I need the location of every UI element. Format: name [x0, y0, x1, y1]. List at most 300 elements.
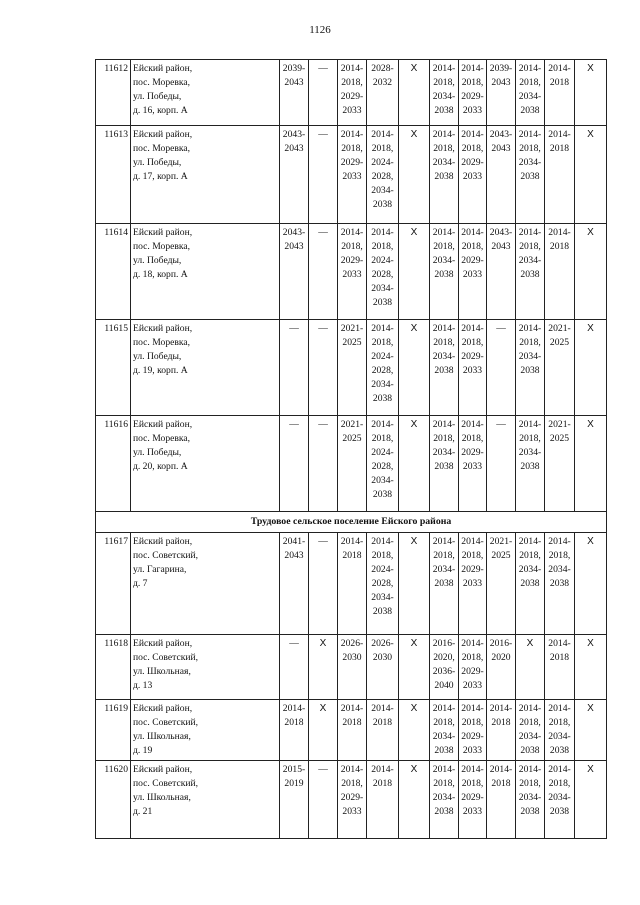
cell-line: 2025 [549, 337, 570, 348]
cell-line: 2034- [548, 731, 571, 742]
cell-line: 2034- [518, 255, 542, 266]
period-cell [516, 224, 545, 320]
cell-line: 2018, [461, 550, 484, 561]
period-cell [338, 635, 367, 700]
period-cell [516, 416, 545, 512]
cell-line: 2018, [371, 143, 394, 154]
table-row [96, 635, 607, 700]
period-cell [459, 60, 487, 126]
cell-line: 2020, [433, 652, 455, 663]
cell-line: 2014- [489, 703, 513, 714]
period-cell [516, 126, 545, 224]
period-cell [459, 533, 487, 635]
period-cell [487, 224, 516, 320]
period-cell [280, 533, 309, 635]
cell-line: 2014- [518, 323, 542, 334]
cell-line: д. 13 [133, 680, 153, 691]
cell-line: 2014- [371, 227, 394, 238]
cell-line: пос. Советский, [133, 652, 199, 663]
cell-line: 2014- [432, 419, 456, 430]
cell-line: 2034- [371, 592, 394, 603]
cell-line: д. 21 [133, 806, 153, 817]
address-cell [131, 60, 280, 126]
period-cell [487, 416, 516, 512]
address-cell [131, 635, 280, 700]
cell-line: 2018 [549, 143, 570, 154]
cell-line: 2033 [342, 806, 362, 817]
cell-line: 2038 [372, 199, 393, 210]
table-row [96, 60, 607, 126]
cell-line: 2029- [461, 792, 484, 803]
cell-line: 2018, [433, 241, 455, 252]
cell-line: 2014- [461, 129, 484, 140]
cell-line: 2018, [341, 241, 363, 252]
table-row [96, 224, 607, 320]
cell-line: 2021- [340, 419, 364, 430]
cell-line: — [289, 638, 299, 649]
period-cell [430, 416, 459, 512]
cell-line: 2014- [461, 227, 484, 238]
period-cell [575, 635, 607, 700]
cell-line: 2014- [548, 129, 571, 140]
cell-line: 2034- [548, 792, 571, 803]
cell-line: 2043 [284, 143, 304, 154]
cell-line: 2026- [371, 638, 394, 649]
cell-line: 2029- [461, 351, 484, 362]
table-row [96, 126, 607, 224]
cell-line: пос. Моревка, [133, 433, 191, 444]
cell-line: X [410, 419, 418, 430]
period-cell [309, 126, 338, 224]
cell-line: 2014- [461, 63, 484, 74]
cell-line: 2014- [461, 638, 484, 649]
cell-line: 2034- [371, 283, 394, 294]
cell-line: 2018, [461, 143, 484, 154]
record-number: 11618 [96, 635, 131, 700]
address-cell [131, 416, 280, 512]
cell-line: 2016- [489, 638, 513, 649]
cell-line: 2034- [432, 351, 456, 362]
cell-line: 2014- [489, 764, 513, 775]
cell-line: 2029- [461, 157, 484, 168]
cell-line: пос. Моревка, [133, 337, 191, 348]
cell-line: Ейский район, [133, 764, 193, 775]
cell-line: Ейский район, [133, 536, 193, 547]
cell-line: ул. Школьная, [133, 792, 191, 803]
period-cell [280, 60, 309, 126]
cell-line: X [410, 703, 418, 714]
cell-line: 2014- [461, 536, 484, 547]
cell-line: 2014- [340, 536, 364, 547]
cell-line: Ейский район, [133, 63, 193, 74]
cell-line: — [318, 323, 328, 334]
period-cell [430, 126, 459, 224]
cell-line: 2033 [462, 578, 483, 589]
cell-line: 2038 [434, 365, 454, 376]
cell-line: ул. Победы, [133, 447, 182, 458]
cell-line: Ейский район, [133, 419, 193, 430]
repair-schedule-table [95, 59, 607, 839]
cell-line: 2018, [461, 241, 484, 252]
cell-line: 2029- [461, 255, 484, 266]
cell-line: 2038 [434, 806, 454, 817]
cell-line: 2043- [489, 129, 513, 140]
record-number: 11614 [96, 224, 131, 320]
cell-line: 2018 [491, 717, 511, 728]
period-cell [459, 126, 487, 224]
cell-line: 2038 [372, 606, 393, 617]
cell-line: 2018, [461, 652, 484, 663]
cell-line: 2029- [461, 564, 484, 575]
cell-line: 2028, [371, 578, 394, 589]
cell-line: 2014- [340, 63, 364, 74]
cell-line: 2018, [433, 77, 455, 88]
cell-line: 2018, [519, 433, 541, 444]
cell-line: 2018, [433, 433, 455, 444]
cell-line: 2014- [461, 419, 484, 430]
cell-line: — [318, 536, 328, 547]
cell-line: 2040 [434, 680, 454, 691]
cell-line: 2014- [548, 638, 571, 649]
cell-line: 2018, [433, 778, 455, 789]
section-title: Трудовое сельское поселение Ейского района [96, 512, 607, 533]
cell-line: д. 16, корп. А [133, 105, 188, 116]
period-cell [459, 416, 487, 512]
cell-line: X [410, 638, 418, 649]
cell-line: 2029- [340, 91, 364, 102]
period-cell [280, 761, 309, 839]
cell-line: — [496, 419, 506, 430]
cell-line: 2018, [433, 717, 455, 728]
cell-line: д. 19 [133, 745, 153, 756]
record-number: 11616 [96, 416, 131, 512]
cell-line: 2038 [549, 578, 570, 589]
cell-line: 2033 [342, 171, 362, 182]
period-cell [367, 700, 399, 761]
cell-line: 2018, [433, 143, 455, 154]
period-cell [399, 635, 430, 700]
cell-line: 2038 [520, 578, 540, 589]
cell-line: 2018, [341, 778, 363, 789]
period-cell [280, 320, 309, 416]
cell-line: — [318, 764, 328, 775]
cell-line: ул. Победы, [133, 91, 182, 102]
address-cell [131, 700, 280, 761]
cell-line: 2018, [519, 337, 541, 348]
period-cell [459, 635, 487, 700]
cell-line: 2018 [491, 778, 511, 789]
cell-line: 2029- [461, 666, 484, 677]
cell-line: 2034- [432, 731, 456, 742]
period-cell [399, 224, 430, 320]
cell-line: — [318, 129, 328, 140]
cell-line: 2038 [520, 745, 540, 756]
cell-line: 2034- [518, 792, 542, 803]
cell-line: — [318, 227, 328, 238]
period-cell [367, 761, 399, 839]
period-cell [430, 533, 459, 635]
cell-line: 2014- [432, 536, 456, 547]
period-cell [545, 416, 575, 512]
cell-line: 2038 [434, 105, 454, 116]
cell-line: 2028, [371, 461, 394, 472]
period-cell [367, 533, 399, 635]
cell-line: 2021- [548, 419, 571, 430]
cell-line: — [318, 63, 328, 74]
cell-line: 2014- [518, 63, 542, 74]
cell-line: X [319, 638, 327, 649]
cell-line: 2034- [518, 91, 542, 102]
cell-line: 2014- [461, 703, 484, 714]
cell-line: 2014- [548, 227, 571, 238]
table-row [96, 533, 607, 635]
period-cell [575, 416, 607, 512]
cell-line: 2014- [371, 323, 394, 334]
period-cell [575, 700, 607, 761]
cell-line: X [410, 764, 418, 775]
cell-line: 2014- [548, 536, 571, 547]
cell-line: 2029- [340, 255, 364, 266]
cell-line: 2014- [371, 129, 394, 140]
cell-line: 2018, [519, 717, 541, 728]
cell-line: X [410, 227, 418, 238]
period-cell [575, 320, 607, 416]
cell-line: 2014- [340, 764, 364, 775]
cell-line: 2038 [434, 171, 454, 182]
period-cell [487, 320, 516, 416]
cell-line: ул. Победы, [133, 255, 182, 266]
cell-line: 2034- [518, 447, 542, 458]
period-cell [309, 635, 338, 700]
cell-line: 2041- [282, 536, 306, 547]
cell-line: 2014- [461, 323, 484, 334]
cell-line: 2018 [342, 550, 362, 561]
period-cell [367, 126, 399, 224]
cell-line: 2033 [462, 745, 483, 756]
address-cell [131, 761, 280, 839]
cell-line: 2033 [462, 806, 483, 817]
cell-line: 2038 [434, 745, 454, 756]
cell-line: 2014- [371, 536, 394, 547]
cell-line: 2018, [519, 550, 541, 561]
cell-line: X [410, 536, 418, 547]
cell-line: 2028, [371, 171, 394, 182]
cell-line: 2038 [372, 393, 393, 404]
cell-line: 2018, [341, 77, 363, 88]
cell-line: 2018, [371, 550, 394, 561]
period-cell [309, 60, 338, 126]
cell-line: 2014- [340, 129, 364, 140]
cell-line: X [587, 764, 594, 775]
cell-line: 2034- [432, 91, 456, 102]
address-cell [131, 533, 280, 635]
period-cell [545, 635, 575, 700]
cell-line: 2038 [520, 171, 540, 182]
cell-line: 2014- [432, 63, 456, 74]
period-cell [280, 416, 309, 512]
cell-line: 2018, [371, 337, 394, 348]
cell-line: 2033 [462, 269, 483, 280]
cell-line: 2034- [371, 475, 394, 486]
cell-line: 2029- [340, 792, 364, 803]
record-number: 11612 [96, 60, 131, 126]
cell-line: — [289, 323, 299, 334]
period-cell [430, 224, 459, 320]
period-cell [309, 224, 338, 320]
cell-line: 2025 [342, 433, 362, 444]
cell-line: 2026- [340, 638, 364, 649]
period-cell [459, 761, 487, 839]
cell-line: — [289, 419, 299, 430]
period-cell [545, 700, 575, 761]
period-cell [575, 761, 607, 839]
cell-line: 2034- [432, 447, 456, 458]
cell-line: 2033 [462, 680, 483, 691]
period-cell [459, 700, 487, 761]
cell-line: 2018, [519, 77, 541, 88]
cell-line: 2018 [284, 717, 304, 728]
cell-line: 2024- [371, 564, 394, 575]
period-cell [309, 320, 338, 416]
cell-line: 2018, [371, 241, 394, 252]
period-cell [309, 533, 338, 635]
period-cell [309, 416, 338, 512]
period-cell [309, 761, 338, 839]
cell-line: 2034- [371, 185, 394, 196]
page-number: 1126 [309, 24, 331, 36]
period-cell [487, 60, 516, 126]
cell-line: ул. Школьная, [133, 731, 191, 742]
period-cell [399, 416, 430, 512]
cell-line: 2018, [341, 143, 363, 154]
period-cell [487, 533, 516, 635]
cell-line: 2043 [284, 550, 304, 561]
period-cell [516, 635, 545, 700]
cell-line: ул. Гагарина, [133, 564, 187, 575]
cell-line: 2038 [549, 806, 570, 817]
cell-line: 2014- [518, 764, 542, 775]
period-cell [575, 224, 607, 320]
cell-line: X [410, 323, 418, 334]
cell-line: 2034- [432, 564, 456, 575]
cell-line: 2018, [461, 77, 484, 88]
cell-line: 2034- [518, 564, 542, 575]
cell-line: 2021- [340, 323, 364, 334]
address-cell [131, 126, 280, 224]
cell-line: 2034- [518, 731, 542, 742]
cell-line: X [587, 63, 594, 74]
cell-line: 2033 [462, 171, 483, 182]
cell-line: 2014- [548, 764, 571, 775]
period-cell [338, 761, 367, 839]
period-cell [280, 126, 309, 224]
cell-line: 2029- [461, 731, 484, 742]
cell-line: 2014- [282, 703, 306, 714]
cell-line: 2034- [432, 255, 456, 266]
cell-line: 2024- [371, 351, 394, 362]
period-cell [545, 126, 575, 224]
table-row [96, 320, 607, 416]
record-number: 11620 [96, 761, 131, 839]
cell-line: 2014- [548, 63, 571, 74]
cell-line: X [587, 129, 594, 140]
period-cell [309, 700, 338, 761]
period-cell [545, 320, 575, 416]
cell-line: пос. Советский, [133, 717, 199, 728]
cell-line: 2018 [549, 652, 570, 663]
cell-line: пос. Советский, [133, 550, 199, 561]
period-cell [516, 320, 545, 416]
cell-line: 2028, [371, 365, 394, 376]
cell-line: 2024- [371, 255, 394, 266]
cell-line: 2025 [549, 433, 570, 444]
cell-line: X [410, 129, 418, 140]
cell-line: — [496, 323, 506, 334]
cell-line: 2014- [432, 129, 456, 140]
period-cell [280, 635, 309, 700]
period-cell [338, 126, 367, 224]
cell-line: 2025 [342, 337, 362, 348]
cell-line: 2029- [340, 157, 364, 168]
cell-line: 2030 [342, 652, 362, 663]
cell-line: 2014- [518, 419, 542, 430]
period-cell [280, 700, 309, 761]
cell-line: 2014- [371, 419, 394, 430]
cell-line: д. 19, корп. А [133, 365, 188, 376]
cell-line: 2036- [432, 666, 456, 677]
period-cell [487, 700, 516, 761]
cell-line: 2018 [342, 717, 362, 728]
cell-line: X [587, 703, 594, 714]
period-cell [399, 761, 430, 839]
period-cell [545, 224, 575, 320]
cell-line: 2020 [491, 652, 511, 663]
cell-line: д. 18, корп. А [133, 269, 188, 280]
cell-line: X [587, 227, 594, 238]
cell-line: 2018, [461, 778, 484, 789]
cell-line: 2018, [519, 241, 541, 252]
cell-line: пос. Моревка, [133, 77, 191, 88]
cell-line: 2015- [282, 764, 306, 775]
cell-line: 2018, [461, 337, 484, 348]
cell-line: X [587, 323, 594, 334]
period-cell [516, 60, 545, 126]
cell-line: 2028, [371, 269, 394, 280]
period-cell [338, 60, 367, 126]
cell-line: 2014- [548, 703, 571, 714]
cell-line: 2014- [371, 764, 394, 775]
period-cell [367, 60, 399, 126]
cell-line: 2033 [342, 105, 362, 116]
cell-line: пос. Моревка, [133, 143, 191, 154]
cell-line: X [587, 536, 594, 547]
period-cell [545, 60, 575, 126]
cell-line: Ейский район, [133, 703, 193, 714]
period-cell [487, 635, 516, 700]
period-cell [338, 320, 367, 416]
cell-line: 2039- [282, 63, 306, 74]
cell-line: 2029- [461, 447, 484, 458]
cell-line: 2034- [518, 351, 542, 362]
cell-line: 2038 [520, 461, 540, 472]
period-cell [487, 126, 516, 224]
cell-line: — [318, 419, 328, 430]
cell-line: 2034- [371, 379, 394, 390]
cell-line: 2019 [284, 778, 304, 789]
period-cell [459, 320, 487, 416]
cell-line: 2014- [461, 764, 484, 775]
cell-line: пос. Моревка, [133, 241, 191, 252]
